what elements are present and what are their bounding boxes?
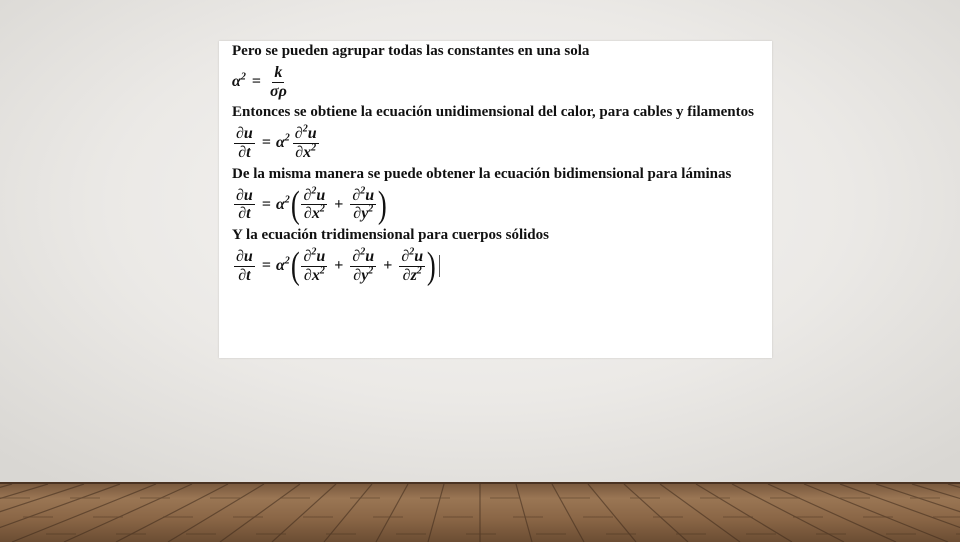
eq1-denominator: σρ — [269, 82, 287, 100]
eq4-left-paren: ( — [290, 245, 300, 287]
eq2-term-x: $\frac{\partial^2u}{\partial x^2}$ — [294, 124, 317, 161]
paragraph-2d: De la misma manera se puede obtener la ecuación bidimensional para láminas — [232, 165, 732, 182]
eq4-equals: = — [261, 256, 271, 274]
eq1-lhs: $\alpha^2$ — [232, 71, 246, 91]
eq3-right-paren: ) — [378, 183, 387, 226]
eq4-term-x: $\frac{\partial^2u}{\partial x^2}$ — [303, 246, 326, 284]
eq4-plus-1: + — [334, 256, 344, 274]
eq3-lhs: $\frac{\partial u}{\partial t}$ — [236, 186, 253, 223]
eq1-fraction — [268, 64, 289, 100]
eq3-plus: + — [334, 195, 344, 213]
eq4-term-z: $\frac{\partial^2u}{\partial z^2}$ — [401, 246, 424, 284]
equation-alpha — [232, 60, 764, 104]
equation-1d — [232, 122, 764, 166]
text-cursor — [439, 255, 440, 277]
eq3-left-paren: ( — [290, 183, 300, 226]
eq4-coef: $\alpha^2$ — [275, 255, 290, 274]
equation-3d — [232, 244, 764, 288]
eq3-coef: $\alpha^2$ — [275, 194, 290, 213]
floor-planks — [0, 484, 960, 542]
paragraph-constants: Pero se pueden agrupar todas las constantes en una sola — [232, 43, 590, 59]
paragraph-1d: Entonces se obtiene la ecuación unidimensional del calor, para cables y filamentos — [232, 104, 754, 121]
eq3-term-x: $\frac{\partial^2u}{\partial x^2}$ — [303, 185, 326, 223]
eq3-term-y: $\frac{\partial^2u}{\partial y^2}$ — [352, 185, 375, 223]
eq2-equals: = — [261, 134, 271, 152]
eq4-right-paren: ) — [427, 245, 436, 287]
equation-image — [219, 41, 772, 358]
wooden-floor — [0, 482, 960, 542]
eq1-numerator: k — [274, 64, 283, 82]
eq4-lhs: $\frac{\partial u}{\partial t}$ — [236, 247, 253, 284]
eq2-lhs: $\frac{\partial u}{\partial t}$ — [236, 125, 253, 161]
eq4-plus-2: + — [383, 256, 393, 274]
equation-2d — [232, 183, 764, 227]
eq2-coef: $\alpha^2$ — [275, 132, 290, 152]
paragraph-3d: Y la ecuación tridimensional para cuerpos sólidos — [232, 226, 549, 243]
eq3-equals: = — [261, 195, 271, 213]
eq4-term-y: $\frac{\partial^2u}{\partial y^2}$ — [352, 246, 375, 284]
eq1-equals: = — [251, 73, 261, 91]
